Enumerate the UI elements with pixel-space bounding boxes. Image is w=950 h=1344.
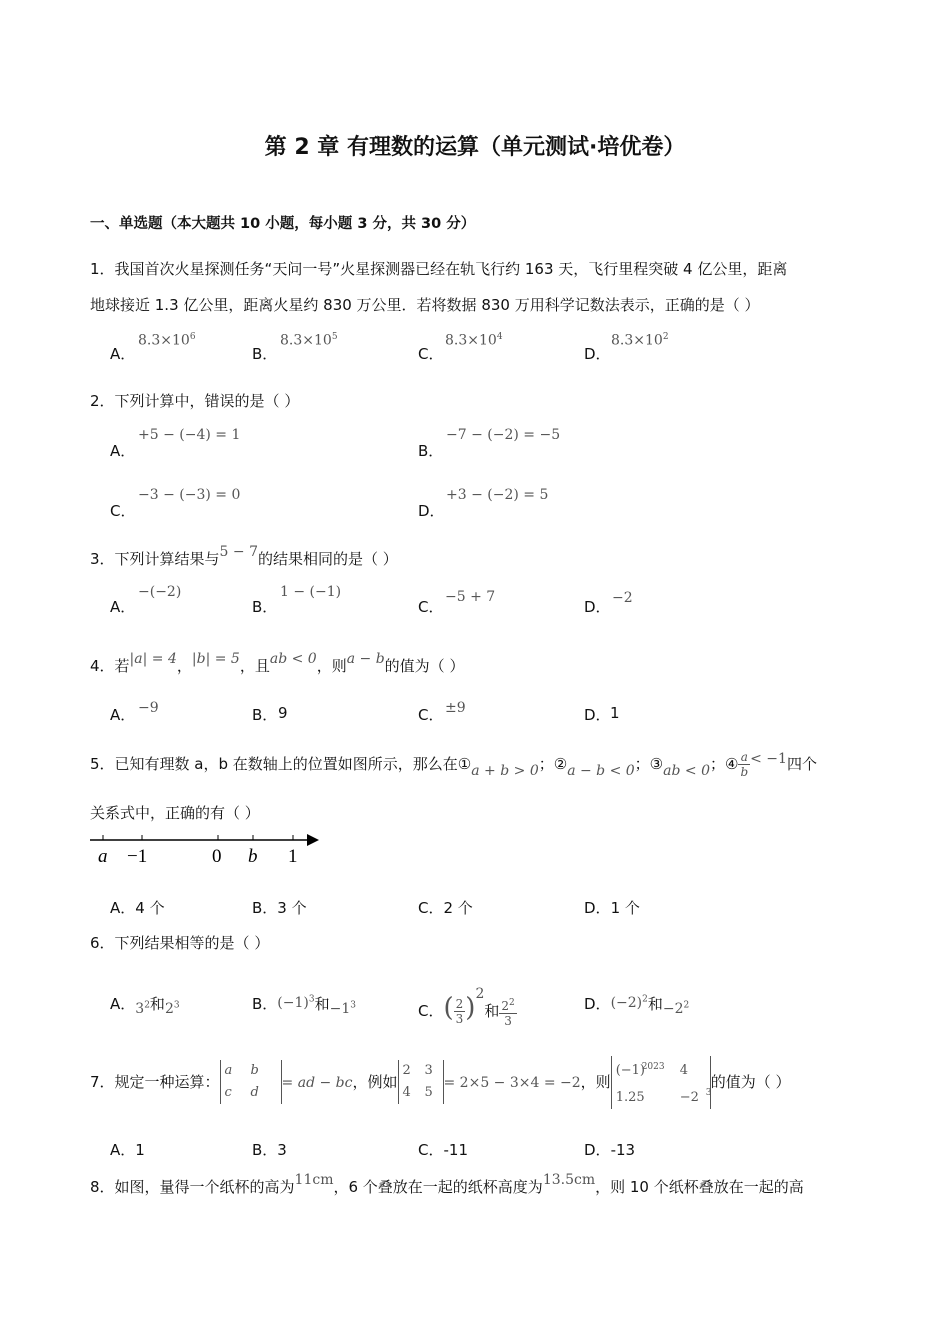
q4-option-d: 1 xyxy=(610,704,620,722)
q7-option-d: D．-13 xyxy=(584,1141,636,1159)
q1-option-c: $8.3\times 10^4$ xyxy=(445,332,503,349)
q4-option-a: −9 xyxy=(138,700,159,716)
axis-label-a: a xyxy=(98,846,108,867)
q3-option-c: −5 + 7 xyxy=(445,589,496,605)
q3-option-d-label: D． xyxy=(584,598,611,616)
q6-option-a: A．$3^2$和$2^3$ xyxy=(110,995,180,1017)
q6-option-d: D．$(-2)^2$和$-2^2$ xyxy=(584,994,690,1017)
q2-option-d: +3 − (−2) = 5 xyxy=(446,487,549,503)
q3-stem: 3．下列计算结果与5 − 7的结果相同的是（ ） xyxy=(90,544,398,568)
number-line xyxy=(85,830,325,868)
q2-stem: 2．下列计算中，错误的是（ ） xyxy=(90,392,300,410)
q4-option-c-label: C． xyxy=(418,706,444,724)
q2-option-b: −7 − (−2) = −5 xyxy=(446,427,561,443)
q3-option-b: 1 − (−1) xyxy=(280,584,342,600)
q1-option-b: $8.3\times 10^5$ xyxy=(280,332,338,349)
q4-option-d-label: D． xyxy=(584,706,611,724)
section-heading: 一、单选题（本大题共 10 小题，每小题 3 分，共 30 分） xyxy=(90,216,476,232)
q2-option-d-label: D． xyxy=(418,502,445,520)
q1-stem-line1: 1．我国首次火星探测任务“天问一号”火星探测器已经在轨飞行约 163 天，飞行里程突破 4 亿公里，距离 xyxy=(90,260,788,278)
q5-stem-line1: 5．已知有理数 a，b 在数轴上的位置如图所示，那么在①a + b > 0；②a − b < 0；③ab < 0；④ $\frac{a}{b}$ < −1四个 xyxy=(90,750,817,779)
q2-option-a: +5 − (−4) = 1 xyxy=(138,427,241,443)
q5-option-c: C．2 个 xyxy=(418,899,473,917)
axis-label-minus-one: −1 xyxy=(127,846,148,867)
q7-stem: 7．规定一种运算：a b c d= ad − bc，例如2 3 4 5= 2×5 − 3×4 = −2，则$(-1)^{2023}$ 4 1.25 −2 $^3$的值为（ ） xyxy=(90,1056,790,1109)
q5-fraction: $\frac{a}{b}$ xyxy=(740,750,749,779)
q3-option-c-label: C． xyxy=(418,598,444,616)
q2-option-a-label: A． xyxy=(110,442,136,460)
q2-option-b-label: B． xyxy=(418,442,444,460)
q5-option-d: D．1 个 xyxy=(584,899,640,917)
page-title: 第 2 章 有理数的运算（单元测试·培优卷） xyxy=(264,135,686,160)
axis-label-zero: 0 xyxy=(212,846,222,867)
q1-option-b-label: B． xyxy=(252,345,278,363)
axis-label-one: 1 xyxy=(288,846,298,867)
q7-option-a: A．1 xyxy=(110,1141,145,1159)
q6-option-b: B．$(-1)^3$和$-1^3$ xyxy=(252,994,356,1017)
q5-option-a: A．4 个 xyxy=(110,899,165,917)
q1-option-a: $8.3\times 10^6$ xyxy=(138,332,196,349)
q4-option-c: ±9 xyxy=(445,700,466,716)
q7-determinant-def: a b c d xyxy=(220,1060,282,1104)
q4-option-b: 9 xyxy=(278,704,288,722)
q1-option-d: $8.3\times 10^2$ xyxy=(611,332,669,349)
q3-option-d: −2 xyxy=(612,590,633,606)
q1-option-d-label: D． xyxy=(584,345,611,363)
q2-option-c-label: C． xyxy=(110,502,136,520)
q3-option-a: −(−2) xyxy=(138,584,182,600)
q6-option-c: C．( $\frac{2}{3}$ )$^2$和 $\frac{2^2}{3}$ xyxy=(418,986,515,1028)
q3-option-b-label: B． xyxy=(252,598,278,616)
q4-option-b-label: B． xyxy=(252,706,278,724)
q7-determinant-target: $(-1)^{2023}$ 4 1.25 −2 $^3$ xyxy=(611,1056,711,1109)
axis-arrow xyxy=(307,834,319,846)
q1-option-a-label: A． xyxy=(110,345,136,363)
q8-stem-line1: 8．如图，量得一个纸杯的高为11cm，6 个叠放在一起的纸杯高度为13.5cm，则 10 个纸杯叠放在一起的高 xyxy=(90,1172,804,1196)
q1-option-c-label: C． xyxy=(418,345,444,363)
q1-stem-line2: 地球接近 1.3 亿公里，距离火星约 830 万公里．若将数据 830 万用科学记数法表示，正确的是（ ） xyxy=(90,296,760,314)
q3-option-a-label: A． xyxy=(110,598,136,616)
q2-option-c: −3 − (−3) = 0 xyxy=(138,487,241,503)
q4-option-a-label: A． xyxy=(110,706,136,724)
q5-stem-line2: 关系式中，正确的有（ ） xyxy=(90,804,260,822)
q7-option-b: B．3 xyxy=(252,1141,287,1159)
q5-option-b: B．3 个 xyxy=(252,899,307,917)
q6-stem: 6．下列结果相等的是（ ） xyxy=(90,934,270,952)
q7-option-c: C．-11 xyxy=(418,1141,468,1159)
q4-stem: 4．若|a| = 4，|b| = 5，且ab < 0，则a − b的值为（ ） xyxy=(90,651,465,675)
q3-expr: 5 − 7 xyxy=(219,544,258,560)
axis-label-b: b xyxy=(248,846,258,867)
q7-determinant-example: 2 3 4 5 xyxy=(398,1060,444,1104)
